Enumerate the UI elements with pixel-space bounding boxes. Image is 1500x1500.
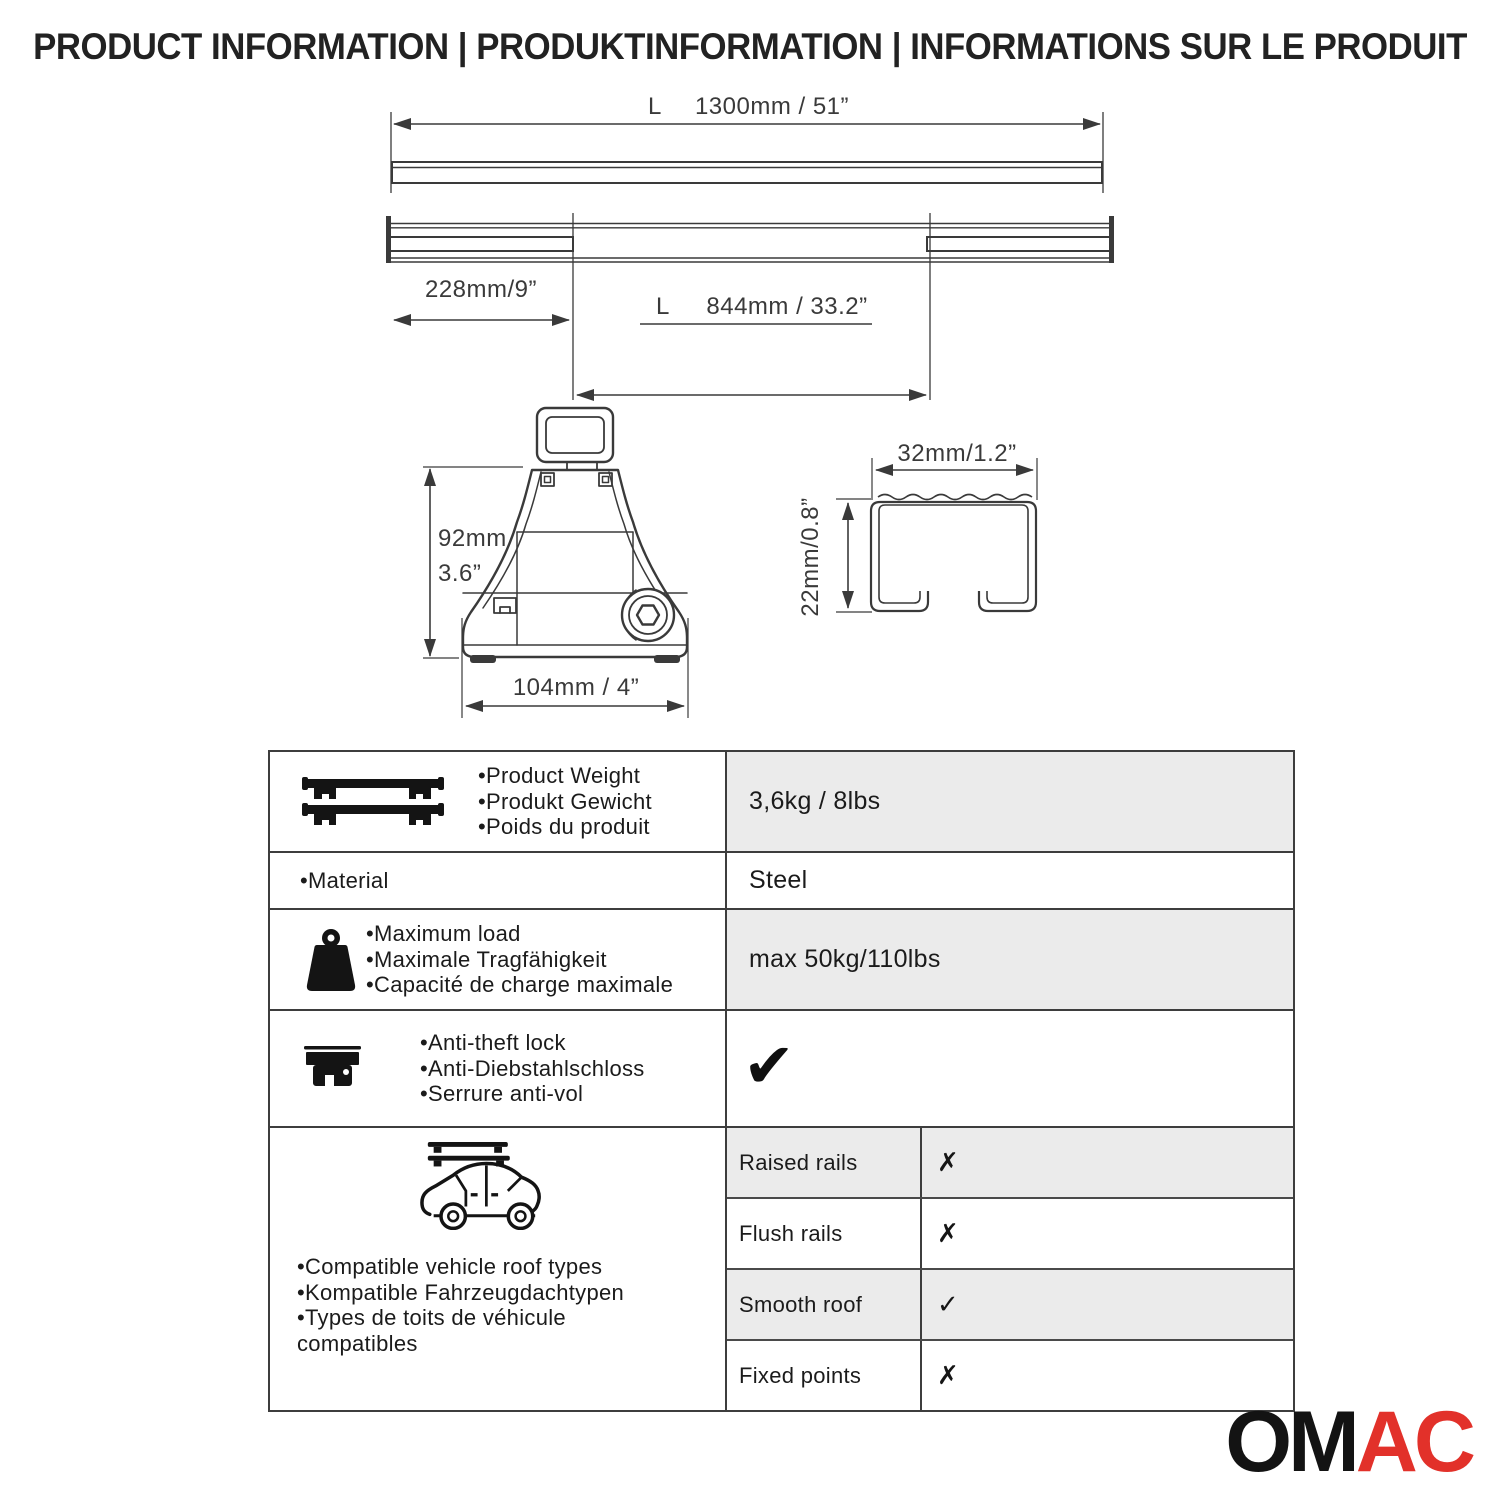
spec-label: •Product Weight [478, 763, 641, 789]
spec-label-cell [270, 853, 727, 908]
spec-label: •Anti-theft lock [420, 1030, 566, 1056]
roof-type-row [727, 1270, 1293, 1341]
spec-label: •Anti-Diebstahlschloss [420, 1055, 645, 1081]
spec-table [268, 750, 1295, 1412]
dim-end-offset: 228mm/9” [424, 276, 538, 303]
spec-label: •Material [300, 867, 389, 893]
car-icon [420, 1140, 542, 1230]
spec-value-cell [727, 1011, 1293, 1126]
roof-type-row [727, 1341, 1293, 1410]
roof-type-row [727, 1199, 1293, 1270]
spec-label: •Maximum load [366, 921, 521, 947]
bar-profile-drawing [797, 440, 1037, 617]
spec-row-roof-types [270, 1128, 1293, 1410]
roof-type-label: Smooth roof [727, 1270, 922, 1339]
dim-foot-width: 104mm / 4” [512, 674, 640, 701]
spec-label: •Maximale Tragfähigkeit [366, 946, 607, 972]
roof-type-mark: ✗ [937, 1147, 959, 1177]
omac-logo [1225, 1394, 1472, 1490]
roof-type-label: Flush rails [727, 1199, 922, 1268]
spec-label-cell [270, 752, 727, 851]
spec-label: compatibles [297, 1330, 418, 1356]
spec-label: •Serrure anti-vol [420, 1081, 584, 1107]
spec-label-cell [270, 1011, 727, 1126]
roof-type-label: Raised rails [727, 1128, 922, 1197]
spec-value-cell [727, 910, 1293, 1009]
spec-label: •Produkt Gewicht [478, 788, 652, 814]
spec-value-cell [727, 752, 1293, 851]
dim-span: 844mm / 33.2” [706, 293, 868, 320]
spec-label: •Compatible vehicle roof types [297, 1254, 603, 1279]
spec-label-cell [270, 1128, 727, 1410]
weight-icon [306, 929, 356, 991]
dim-bar-length: 1300mm / 51” [694, 93, 850, 120]
dim-foot-height-in: 3.6” [438, 560, 482, 587]
dim-span-prefix: L [656, 293, 670, 320]
technical-drawing [0, 0, 1500, 745]
logo-text-red: AC [1355, 1394, 1472, 1490]
spec-label: •Capacité de charge maximale [366, 972, 674, 998]
roof-type-row [727, 1128, 1293, 1199]
check-mark: ✔ [743, 1032, 795, 1101]
spec-row-material [270, 853, 1293, 910]
roof-type-label: Fixed points [727, 1341, 922, 1410]
spec-label: •Types de toits de véhicule [297, 1305, 566, 1330]
roof-type-subtable [727, 1128, 1293, 1410]
dim-profile-height: 22mm/0.8” [797, 497, 824, 617]
page-title: PRODUCT INFORMATION | PRODUKTINFORMATION | INFORMATIONS SUR LE PRODUIT [33, 26, 1467, 67]
logo-text-black: OM [1225, 1394, 1356, 1490]
spec-value-cell [727, 853, 1293, 908]
spec-row-max-load [270, 910, 1293, 1011]
dim-profile-width: 32mm/1.2” [897, 440, 1017, 467]
roof-type-mark: ✓ [937, 1289, 959, 1319]
roof-type-mark: ✗ [937, 1218, 959, 1248]
dim-bar-length-prefix: L [648, 93, 662, 120]
roof-rack-icon [302, 776, 444, 828]
spec-value: 3,6kg / 8lbs [749, 787, 881, 815]
lock-icon [304, 1046, 362, 1092]
spec-row-anti-theft [270, 1011, 1293, 1128]
dim-foot-height-mm: 92mm [438, 525, 507, 552]
spec-label: •Poids du produit [478, 814, 650, 840]
spec-row-weight [270, 752, 1293, 853]
spec-label: •Kompatible Fahrzeugdachtypen [297, 1279, 625, 1305]
spec-label-cell [270, 910, 727, 1009]
spec-value: Steel [749, 866, 808, 894]
spec-value: max 50kg/110lbs [749, 945, 941, 973]
crossbar-length-view [391, 93, 1103, 193]
crossbar-assembly-view [389, 213, 1112, 400]
roof-type-mark: ✗ [937, 1360, 959, 1390]
